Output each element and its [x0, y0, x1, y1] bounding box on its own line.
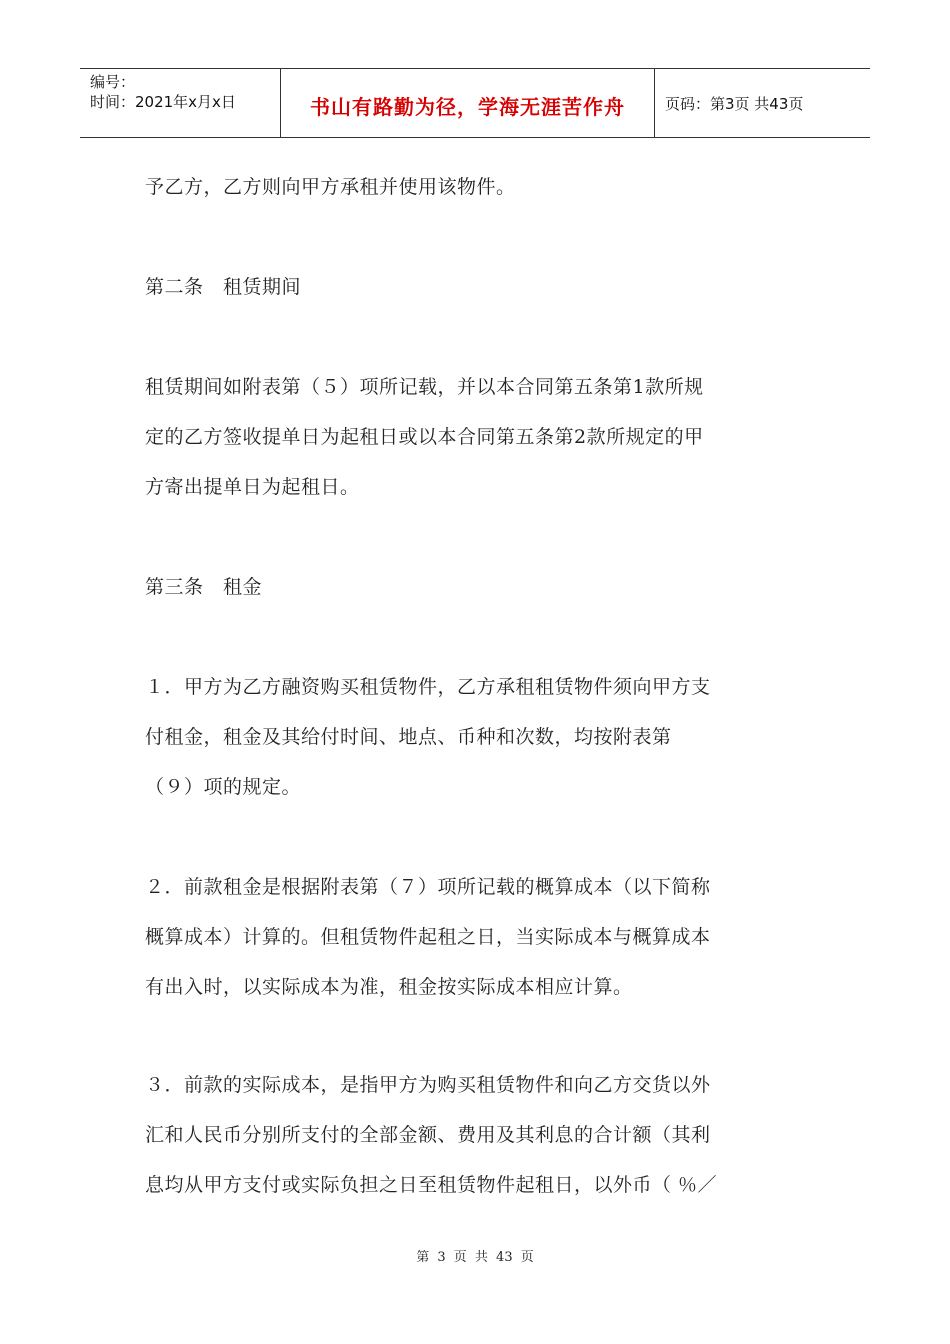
section-heading: 第三条 租金: [145, 576, 263, 598]
header-meta-cell: [80, 69, 280, 137]
body-line: 概算成本）计算的。但租赁物件起租之日，当实际成本与概算成本: [145, 926, 711, 948]
body-line: 方寄出提单日为起租日。: [145, 476, 360, 498]
body-line: 付租金，租金及其给付时间、地点、币种和次数，均按附表第: [145, 726, 672, 748]
body-line: ３．前款的实际成本，是指甲方为购买租赁物件和向乙方交货以外: [145, 1074, 711, 1096]
body-line: 租赁期间如附表第（５）项所记载，并以本合同第五条第1款所规: [145, 376, 704, 398]
header-page-info: 页码：第3页 共43页: [665, 95, 804, 113]
page-footer: 第 3 页 共 43 页: [416, 1250, 534, 1265]
body-line: （９）项的规定。: [145, 776, 302, 798]
body-line: １．甲方为乙方融资购买租赁物件，乙方承租租赁物件须向甲方支: [145, 676, 711, 698]
body-line: 汇和人民币分别所支付的全部金额、费用及其利息的合计额（其利: [145, 1124, 711, 1146]
body-line: ２．前款租金是根据附表第（７）项所记载的概算成本（以下简称: [145, 876, 711, 898]
document-date-label: 时间：2021年x月x日: [90, 93, 236, 111]
section-heading: 第二条 租赁期间: [145, 276, 302, 298]
header-page-cell: [655, 69, 870, 137]
header-motto: 书山有路勤为径，学海无涯苦作舟: [310, 95, 625, 119]
body-line: 息均从甲方支付或实际负担之日至租赁物件起租日，以外币（ ％／: [145, 1174, 718, 1196]
header-motto-cell: [280, 69, 655, 137]
body-line: 定的乙方签收提单日为起租日或以本合同第五条第2款所规定的甲: [145, 426, 704, 448]
page-header: [80, 68, 870, 138]
body-line: 予乙方，乙方则向甲方承租并使用该物件。: [145, 176, 516, 198]
body-line: 有出入时，以实际成本为准，租金按实际成本相应计算。: [145, 976, 633, 998]
document-number-label: 编号：: [90, 73, 136, 91]
